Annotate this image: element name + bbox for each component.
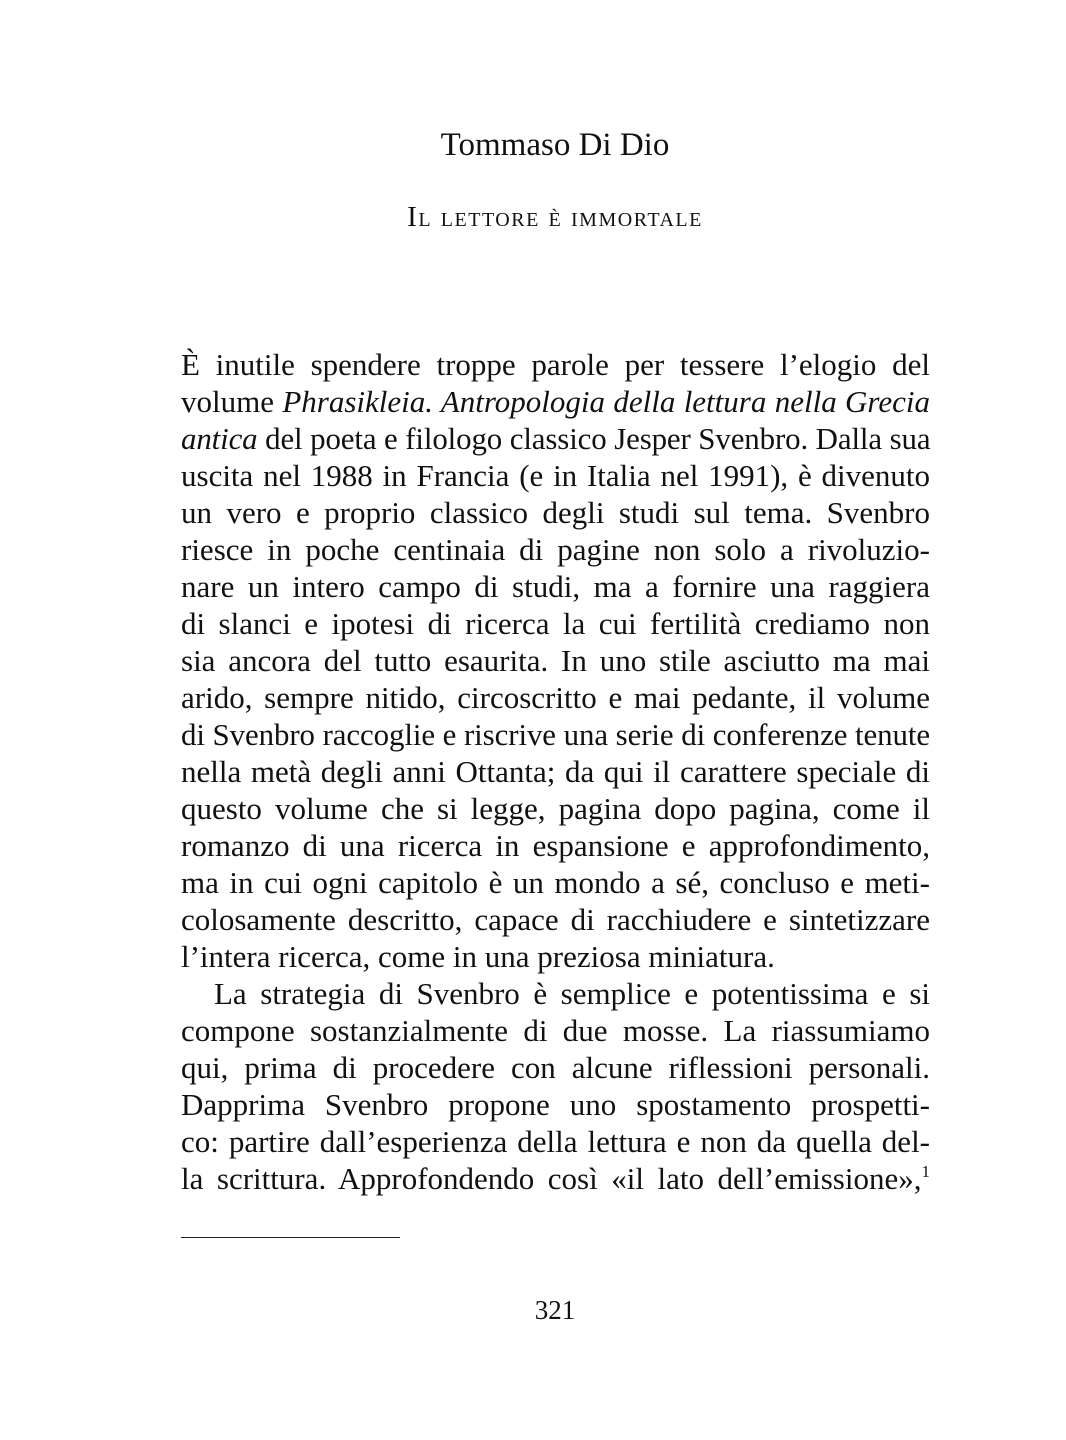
footnote-reference: 1: [921, 1162, 930, 1181]
text-line: È inutile spendere troppe parole per tessere l’elogio del: [181, 347, 930, 382]
text-line: uscita nel 1988 in Francia (e in Italia nel 1991), è divenuto: [181, 458, 930, 493]
text-run: la scrittura. Approfondendo così «il lato dell’emissione»,: [181, 1161, 922, 1196]
text-line: ma in cui ogni capitolo è un mondo a sé, concluso e meti-: [181, 865, 930, 900]
text-line: [181, 420, 930, 457]
text-line: l’intera ricerca, come in una preziosa miniatura.: [181, 939, 775, 974]
text-line: La strategia di Svenbro è semplice e potentissima e si: [214, 976, 930, 1011]
text-line: nella metà degli anni Ottanta; da qui il carattere speciale di: [181, 754, 930, 789]
text-line: colosamente descritto, capace di racchiudere e sintetizzare: [181, 902, 930, 937]
text-line: di slanci e ipotesi di ricerca la cui fertilità crediamo non: [181, 606, 930, 641]
text-line: sia ancora del tutto esaurita. In uno stile asciutto ma mai: [181, 643, 930, 678]
body-text: [181, 346, 930, 1197]
text-line: nare un intero campo di studi, ma a fornire una raggiera: [181, 569, 930, 604]
chapter-author: Tommaso Di Dio: [440, 127, 670, 163]
book-title-italic: Phrasikleia. Antropologia della lettura nella Grecia: [282, 384, 930, 419]
text-line: questo volume che si legge, pagina dopo pagina, come il: [181, 791, 930, 826]
text-line: co: partire dall’esperienza della lettura e non da quella del-: [181, 1124, 930, 1159]
text-line: romanzo di una ricerca in espansione e approfondimento,: [181, 828, 930, 863]
text-line: arido, sempre nitido, circoscritto e mai pedante, il volume: [181, 680, 930, 715]
text-line: compone sostanzialmente di due mosse. La riassumiamo: [181, 1013, 930, 1048]
text-line: riesce in poche centinaia di pagine non solo a rivoluzio-: [181, 532, 930, 567]
text-line: di Svenbro raccoglie e riscrive una serie di conferenze tenute: [181, 717, 930, 752]
footnote-separator: [181, 1237, 400, 1238]
chapter-title: Il lettore è immortale: [407, 201, 703, 233]
text-line: Dapprima Svenbro propone uno spostamento prospetti-: [181, 1087, 930, 1122]
book-title-italic: antica: [181, 421, 258, 456]
text-line: qui, prima di procedere con alcune riflessioni personali.: [181, 1050, 930, 1085]
text-line: [181, 383, 930, 420]
text-line: un vero e proprio classico degli studi sul tema. Svenbro: [181, 495, 930, 530]
text-line: [181, 1160, 930, 1197]
text-run: volume: [181, 384, 283, 419]
page-number: 321: [534, 1295, 576, 1325]
text-run: del poeta e filologo classico Jesper Svenbro. Dalla sua: [257, 421, 931, 456]
